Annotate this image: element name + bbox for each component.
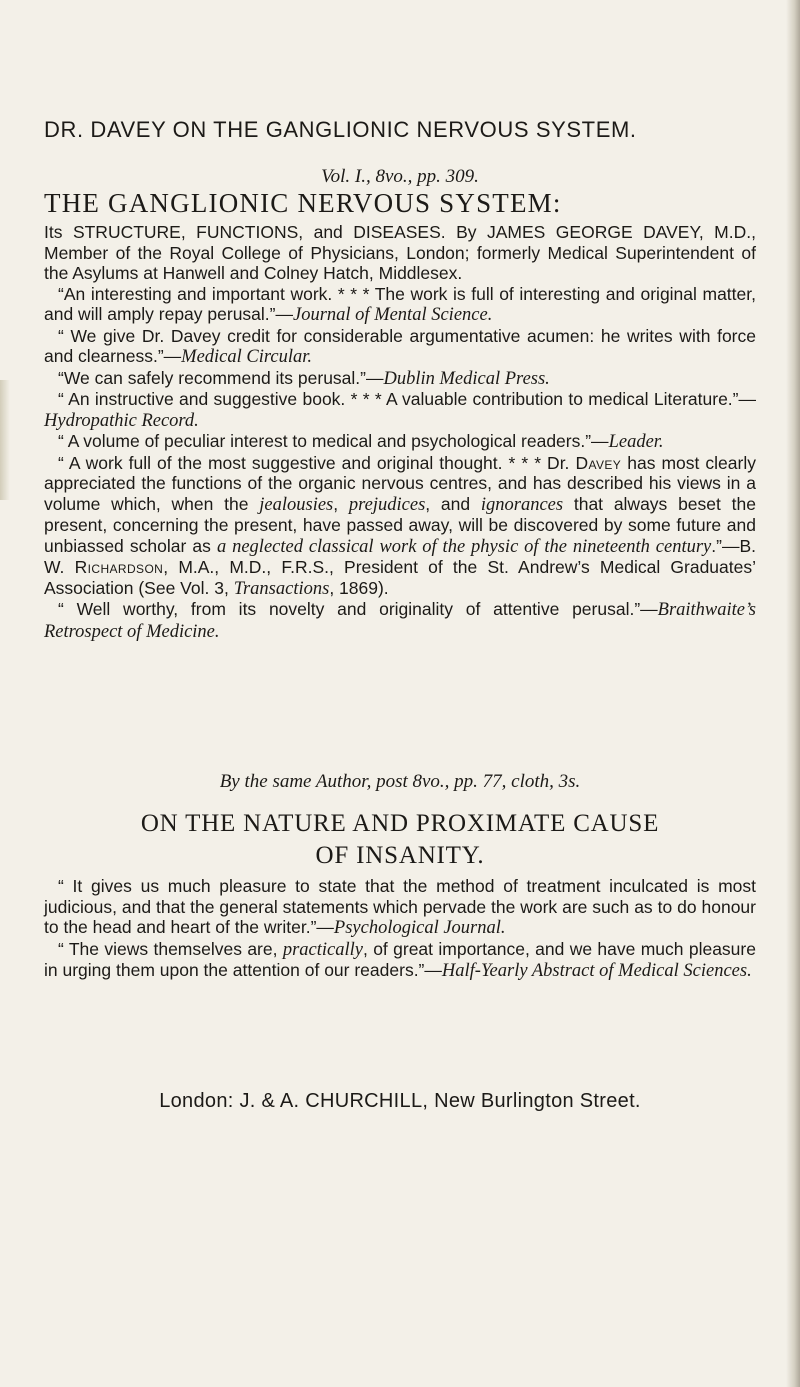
review-quote xyxy=(44,284,756,326)
work2-text-block xyxy=(44,876,756,982)
review-text: “ An instructive and suggestive book. * * * A valuable contribution to medical Literature.”— xyxy=(58,389,756,409)
by-same-author-line: By the same Author, post 8vo., pp. 77, cloth, 3s. xyxy=(219,771,581,792)
emphasis-text: practically xyxy=(282,939,363,960)
review-text: “ A work full of the most suggestive and original thought. * * * Dr. xyxy=(58,452,576,473)
review-text: “ Well worthy, from its novelty and originality of attentive perusal.”— xyxy=(58,599,658,619)
emphasis-text: prejudices xyxy=(348,494,426,515)
review-text: , and xyxy=(425,493,481,514)
review-text: “We can safely recommend its perusal.”— xyxy=(58,367,384,388)
title-line: ON THE NATURE AND PROXIMATE CAUSE xyxy=(140,810,660,837)
page-heading: DR. DAVEY ON THE GANGLIONIC NERVOUS SYSTEM. xyxy=(44,117,637,142)
review-source: Journal of Mental Science. xyxy=(293,305,493,325)
book-title-ganglionic: THE GANGLIONIC NERVOUS SYSTEM: xyxy=(44,188,562,218)
review-text: “An interesting and important work. * * * The work is full of interesting and original matter, and will amply repay perusal.”— xyxy=(44,283,756,324)
review-text: has most clearly appreciated the functions of the organic nervous centres, and has described his views in a volume which, when the xyxy=(44,452,756,514)
review-text: that always beset the present, concerning the present, have passed away, will be discovered by some future and unbiassed scholar as xyxy=(44,493,756,556)
review-source: Psychological Journal. xyxy=(333,918,506,938)
emphasis-text: jealousies xyxy=(259,494,334,515)
book-description: Its STRUCTURE, FUNCTIONS, and DISEASES. By JAMES GEORGE DAVEY, M.D., Member of the Royal College of Physicians, London; formerly Medical Superintendent of the Asylums at Hanwell and Colney Hatch, Middlesex. xyxy=(44,222,756,283)
review-quote xyxy=(44,389,756,431)
emphasis-text: ignorances xyxy=(480,494,564,515)
review-text: , xyxy=(333,493,349,514)
reviewer-name: Richardson xyxy=(74,557,164,577)
publisher-imprint: London: J. & A. CHURCHILL, New Burlington Street. xyxy=(159,1090,641,1112)
review-quote xyxy=(44,431,756,453)
emphasis-text: a neglected classical work of the physic of the nineteenth century xyxy=(216,536,712,557)
volume-line: Vol. I., 8vo., pp. 309. xyxy=(321,166,479,187)
review-source: Dublin Medical Press. xyxy=(383,368,550,389)
review-source: Leader. xyxy=(608,432,664,452)
review-quote xyxy=(44,368,756,390)
review-quote xyxy=(44,599,756,642)
page-edge-shadow-right xyxy=(786,0,800,1387)
author-name: Davey xyxy=(575,452,622,473)
work1-text-block xyxy=(44,222,756,642)
review-text: “ We give Dr. Davey credit for considerable argumentative acumen: he writes with force and clearness.”— xyxy=(44,325,756,366)
review-text: “ It gives us much pleasure to state that the method of treatment inculcated is most judicious, and that the general statements which pervade the work are such as to do honour to the head and heart of the writer.”— xyxy=(44,876,756,937)
review-source: Half-Yearly Abstract of Medical Sciences. xyxy=(441,961,752,981)
review-source: Medical Circular. xyxy=(181,347,313,367)
page-edge-shadow-left xyxy=(0,380,10,500)
review-text: , of great importance, and we have much pleasure in urging them upon the attention of our readers.”— xyxy=(44,938,756,980)
review-source: Hydropathic Record. xyxy=(44,410,199,431)
review-quote xyxy=(44,939,756,982)
book-title-insanity xyxy=(0,808,800,872)
review-source: Braithwaite’s Retrospect of Medicine. xyxy=(44,600,756,642)
review-text: , M.A., M.D., F.R.S., President of the St. Andrew’s Medical Graduates’ Association (See Vol. 3, xyxy=(44,557,756,598)
review-text: .”—B. W. xyxy=(44,535,756,577)
title-line: OF INSANITY. xyxy=(315,842,485,869)
review-quote xyxy=(44,326,756,368)
review-text: “ A volume of peculiar interest to medical and psychological readers.”— xyxy=(58,431,609,451)
review-text: , 1869). xyxy=(329,577,389,598)
review-text: “ The views themselves are, xyxy=(58,938,283,959)
emphasis-text: Transactions xyxy=(233,578,330,599)
review-quote-long xyxy=(44,453,756,600)
review-quote xyxy=(44,876,756,939)
